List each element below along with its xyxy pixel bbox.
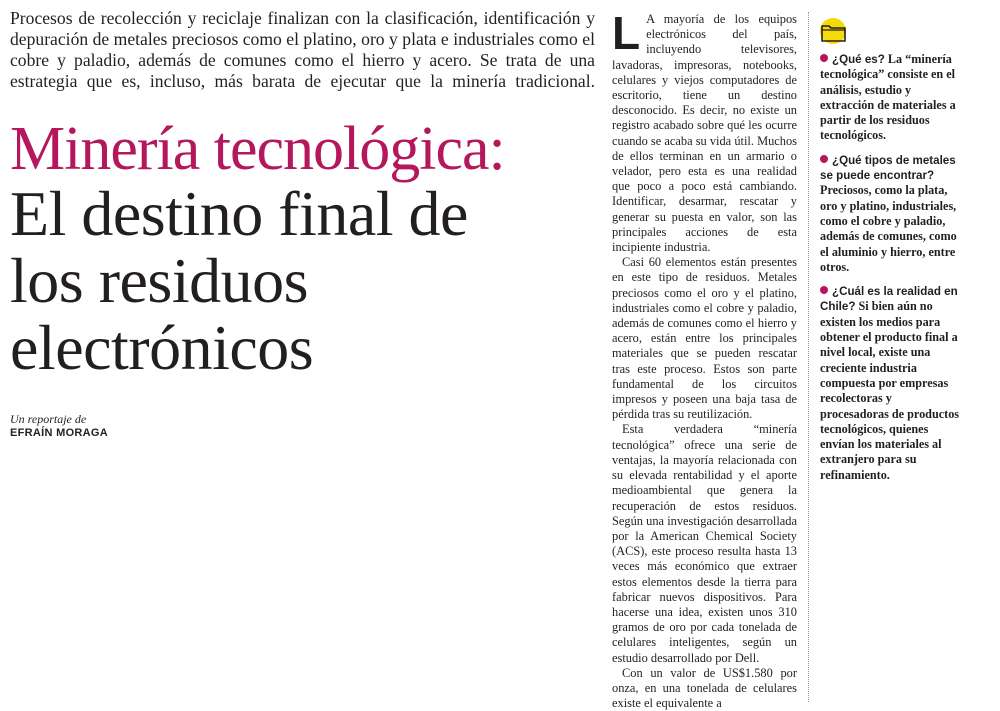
body-paragraph: Casi 60 elementos están presentes en este tipo de residuos. Metales preciosos como el oro y el platino, industriales como el cobre y paladio, además de comunes como el hierro y acero, están entre los principales materiales que se pueden rescatar tras este proceso. Estos son parte fundamental de los circuitos impresos y poseen una baja tasa de pérdida tras su reutilización. [612,255,797,422]
qa-question: ¿Cuál es la realidad en Chile? [820,285,958,314]
qa-item [820,153,962,275]
qa-answer: La “minería tecnológica” consiste en el análisis, estudio y extracción de materiales a partir de los residuos tecnológicos. [820,52,956,143]
byline-prefix: Un reportaje de [10,412,87,426]
qa-item [820,284,962,483]
folder-icon [816,16,852,46]
body-paragraph-text: A mayoría de los equipos electrónicos del país, incluyendo televisores, lavadoras, impresoras, notebooks, celulares y viejos computadores de escritorio, tiene un destino desconocido. Es decir, no existe un registro acabado sobre qué les ocurre cuando se acaba su vida útil. Muchos de ellos terminan en un armario o velador, pero esta es una realidad que poco a poco está cambiando. Identificar, desarmar, rescatar y generar su puesta en valor, son las principales acciones de esta incipiente industria. [612,12,797,255]
sidebar-qa [820,52,962,492]
drop-cap: L [612,7,641,59]
qa-answer: Si bien aún no existen los medios para obtener el producto final a nivel local, existe una creciente industria compuesta por empresas recolectoras y procesadoras de productos tecnológicos, quienes envían los materiales al extranjero para su refinamiento. [820,299,960,482]
body-paragraph: Esta verdadera “minería tecnológica” ofrece una serie de ventajas, la mayoría relacionada con su elevada rentabilidad y el aporte medioambiental que genera la recuperación de estos residuos. Según una investigación desarrollada por la American Chemical Society (ACS), este proceso resulta hasta 13 veces más económico que extraer estos elementos desde la tierra para fabricar nuevos dispositivos. Para hacerse una idea, existen unos 310 gramos de oro por cada tonelada de celulares inteligentes, según un estudio desarrollado por Dell. [612,422,797,665]
qa-question: ¿Qué tipos de metales se puede encontrar? [820,153,956,183]
bullet-icon [820,286,828,294]
body-paragraph [612,7,797,255]
article-body [612,7,797,711]
lead-paragraph: Procesos de recolección y reciclaje finalizan con la clasificación, identificación y depuración de metales preciosos como el platino, oro y plata e industriales como el cobre y paladio, además de comunes como el hierro y acero. Se trata de una estrategia que es, incluso, más barata de ejecutar que la minería tradicional. [10,8,595,91]
byline-author: EFRAÍN MORAGA [10,427,109,439]
headline-part1: Minería tecnológica: [10,115,505,183]
headline-line3: electrónicos [10,312,314,383]
headline [10,115,600,383]
qa-answer: Preciosos, como la plata, oro y platino, industriales, como el cobre y paladio, además de comunes, como el aluminio y hierro, entre otros. [820,183,957,274]
qa-item [820,52,962,144]
bullet-icon [820,155,828,163]
qa-question: ¿Qué es? [832,53,885,66]
headline-line2: los residuos [10,245,308,316]
column-divider [808,12,809,702]
body-paragraph: Con un valor de US$1.580 por onza, en una tonelada de celulares existe el equivalente a [612,665,797,711]
bullet-icon [820,54,828,62]
headline-line1: El destino final de [10,178,468,249]
